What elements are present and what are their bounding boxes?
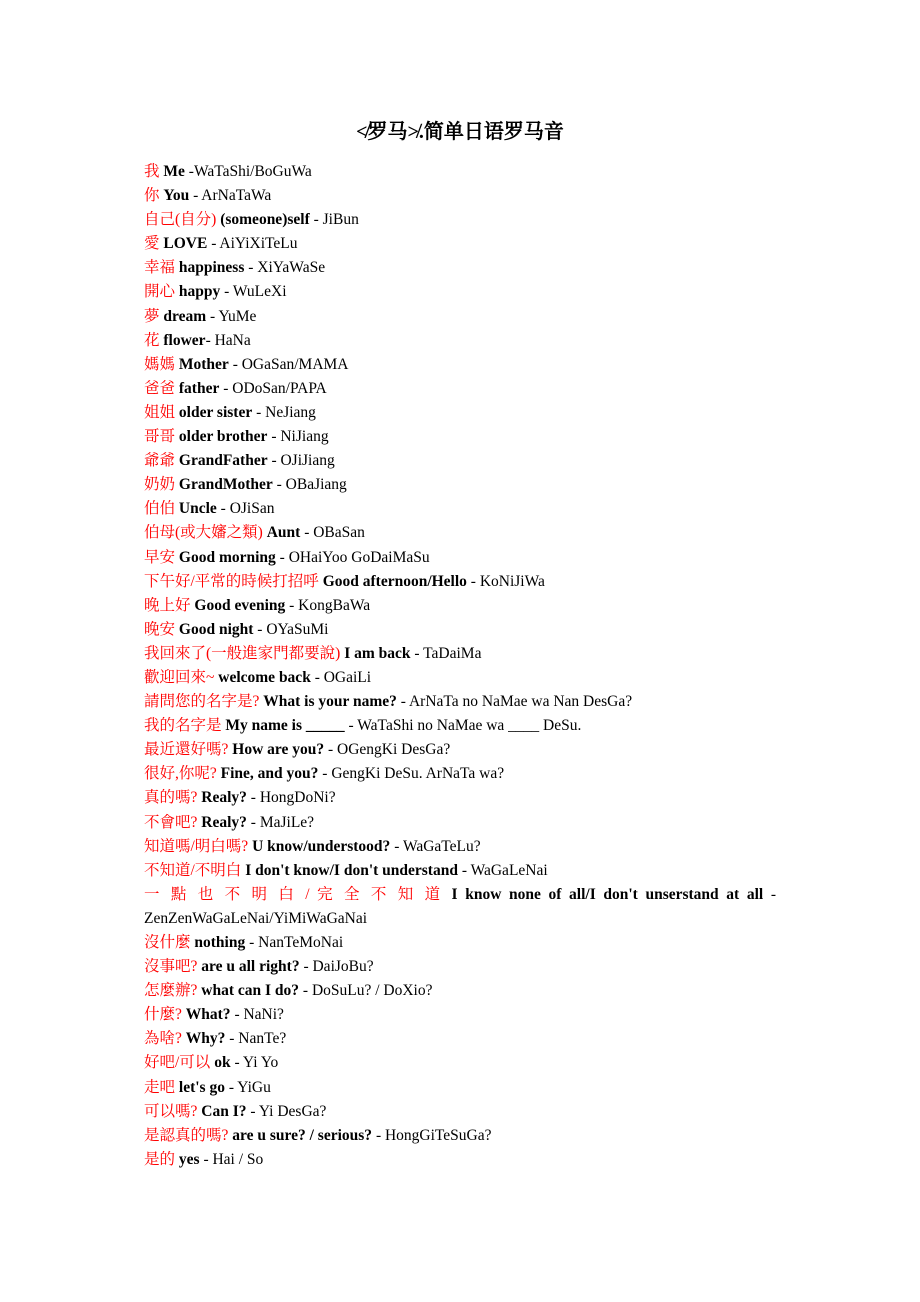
english-text: nothing <box>194 934 246 951</box>
chinese-text: 我回來了(一般進家門都要說) <box>144 644 345 662</box>
romaji-text: - NeJiang <box>252 403 316 421</box>
romaji-text: - DoSuLu? / DoXio? <box>299 982 433 1000</box>
chinese-text: 媽媽 <box>144 355 179 373</box>
english-text: U know/understood? <box>252 837 391 855</box>
chinese-text: 夢 <box>144 307 164 325</box>
chinese-text: 是的 <box>144 1150 179 1168</box>
vocab-line <box>144 473 776 497</box>
english-text: GrandFather <box>178 452 268 470</box>
vocab-line <box>144 714 776 738</box>
chinese-text: 你 <box>144 187 164 205</box>
vocab-line <box>144 329 776 353</box>
romaji-text: - ZenZenWaGaLeNai/YiMiWaGaNai <box>144 885 776 927</box>
vocab-line <box>144 979 776 1003</box>
vocab-line <box>144 570 776 594</box>
romaji-text: - ArNaTaWa <box>189 187 272 205</box>
vocab-line <box>144 546 776 570</box>
vocab-line <box>144 690 776 714</box>
vocab-line <box>144 401 776 425</box>
english-text: Realy? <box>201 813 247 831</box>
vocab-line <box>144 1027 776 1051</box>
chinese-text: 可以嗎? <box>144 1102 202 1120</box>
vocab-line <box>144 1124 776 1148</box>
english-text: Good night <box>178 620 254 638</box>
romaji-text: - ODoSan/PAPA <box>219 379 327 397</box>
vocab-line <box>144 738 776 762</box>
romaji-text: - MaJiLe? <box>246 813 315 831</box>
chinese-text: 花 <box>144 331 164 349</box>
vocab-line <box>144 305 776 329</box>
chinese-text: 歡迎回來~ <box>144 668 219 686</box>
romaji-text: - NiJiang <box>267 428 329 446</box>
romaji-text: - OGaSan/MAMA <box>228 355 349 373</box>
english-text: Can I? <box>201 1102 247 1120</box>
vocab-line <box>144 208 776 232</box>
romaji-text: - OBaJiang <box>272 476 347 494</box>
chinese-text: 自己(自分) <box>144 211 221 229</box>
vocab-line <box>144 642 776 666</box>
romaji-text: - HongDoNi? <box>246 789 336 807</box>
romaji-text: - WaGaLeNai <box>457 861 548 879</box>
vocab-line <box>144 955 776 979</box>
english-text: Good evening <box>194 596 286 614</box>
vocab-line <box>144 666 776 690</box>
english-text: older brother <box>178 428 268 446</box>
chinese-text: 好吧/可以 <box>144 1054 215 1072</box>
chinese-text: 晚上好 <box>144 596 195 614</box>
english-text: I don't know/I don't understand <box>245 861 458 879</box>
english-text: are u all right? <box>201 958 300 976</box>
vocab-line <box>144 449 776 473</box>
english-text: flower <box>163 331 206 349</box>
romaji-text: - WaGaTeLu? <box>390 837 481 855</box>
english-text: My name is _____ <box>225 717 345 735</box>
english-text: What? <box>185 1006 231 1024</box>
chinese-text: 奶奶 <box>144 476 179 494</box>
romaji-text: - NaNi? <box>230 1006 284 1024</box>
english-text: Realy? <box>201 789 247 807</box>
english-text: let's go <box>178 1078 225 1096</box>
chinese-text: 晚安 <box>144 620 179 638</box>
english-text: Why? <box>185 1030 226 1048</box>
romaji-text: - HaNa <box>205 331 251 349</box>
english-text: father <box>178 379 220 397</box>
vocab-line <box>144 883 776 931</box>
vocabulary-list <box>144 160 776 1172</box>
english-text: (someone)self <box>220 211 310 229</box>
chinese-text: 早安 <box>144 548 179 566</box>
vocab-line <box>144 762 776 786</box>
chinese-text: 沒什麼 <box>144 934 195 951</box>
romaji-text: - OJiSan <box>216 500 275 518</box>
english-text: dream <box>163 307 207 325</box>
romaji-text: - XiYaWaSe <box>244 259 326 277</box>
chinese-text: 是認真的嗎? <box>144 1126 233 1144</box>
romaji-text: - TaDaiMa <box>410 644 482 662</box>
chinese-text: 知道嗎/明白嗎? <box>144 837 253 855</box>
vocab-line <box>144 859 776 883</box>
english-text: what can I do? <box>201 982 300 1000</box>
chinese-text: 爺爺 <box>144 452 179 470</box>
english-text: older sister <box>178 403 253 421</box>
vocab-line <box>144 160 776 184</box>
chinese-text: 最近還好嗎? <box>144 741 233 759</box>
romaji-text: - Yi DesGa? <box>246 1102 327 1120</box>
romaji-text: - OHaiYoo GoDaiMaSu <box>275 548 430 566</box>
english-text: Fine, and you? <box>220 765 319 783</box>
chinese-text: 不會吧? <box>144 813 202 831</box>
chinese-text: 什麼? <box>144 1006 186 1024</box>
vocab-line <box>144 353 776 377</box>
english-text: What is your name? <box>263 693 397 711</box>
chinese-text: 真的嗎? <box>144 789 202 807</box>
chinese-text: 愛 <box>144 235 164 253</box>
chinese-text: 姐姐 <box>144 403 179 421</box>
romaji-text: - GengKi DeSu. ArNaTa wa? <box>318 765 505 783</box>
chinese-text: 伯母(或大嬸之類) <box>144 524 267 542</box>
romaji-text: - WuLeXi <box>220 283 287 301</box>
vocab-line <box>144 835 776 859</box>
romaji-text: - YiGu <box>224 1078 271 1096</box>
chinese-text: 怎麼辦? <box>144 982 202 1000</box>
chinese-text: 很好,你呢? <box>144 765 221 783</box>
vocab-line <box>144 786 776 810</box>
romaji-text: - OYaSuMi <box>253 620 329 638</box>
english-text: LOVE <box>163 235 208 253</box>
chinese-text: 爸爸 <box>144 379 179 397</box>
vocab-line <box>144 497 776 521</box>
english-text: Good morning <box>178 548 276 566</box>
chinese-text: 為啥? <box>144 1030 186 1048</box>
romaji-text: - ArNaTa no NaMae wa Nan DesGa? <box>396 693 633 711</box>
vocab-line <box>144 1148 776 1172</box>
english-text: I know none of all/I don't unserstand at all <box>451 885 764 903</box>
vocab-line <box>144 811 776 835</box>
romaji-text: - KoNiJiWa <box>466 572 545 590</box>
vocab-line <box>144 618 776 642</box>
vocab-line <box>144 521 776 545</box>
romaji-text: - Yi Yo <box>230 1054 279 1072</box>
chinese-text: 沒事吧? <box>144 958 202 976</box>
english-text: welcome back <box>218 668 311 686</box>
english-text: GrandMother <box>178 476 273 494</box>
romaji-text: - OGaiLi <box>310 668 372 686</box>
vocab-line <box>144 232 776 256</box>
chinese-text: 走吧 <box>144 1078 179 1096</box>
english-text: are u sure? / serious? <box>232 1126 373 1144</box>
chinese-text: 請問您的名字是? <box>144 693 264 711</box>
chinese-text: 伯伯 <box>144 500 179 518</box>
romaji-text: - OGengKi DesGa? <box>324 741 451 759</box>
vocab-line <box>144 256 776 280</box>
english-text: happy <box>178 283 221 301</box>
vocab-line <box>144 931 776 955</box>
chinese-text: 不知道/不明白 <box>144 861 246 879</box>
english-text: Mother <box>178 355 229 373</box>
vocab-line <box>144 1076 776 1100</box>
romaji-text: - YuMe <box>206 307 257 325</box>
english-text: You <box>163 187 190 205</box>
english-text: Me <box>163 163 185 180</box>
vocab-line <box>144 1051 776 1075</box>
english-text: How are you? <box>232 741 325 759</box>
vocab-line <box>144 425 776 449</box>
document-title: ≮罗马≯.简单日语罗马音 <box>356 121 564 143</box>
vocab-line <box>144 377 776 401</box>
chinese-text: 哥哥 <box>144 428 179 446</box>
romaji-text: - NanTe? <box>225 1030 287 1048</box>
romaji-text: - HongGiTeSuGa? <box>372 1126 492 1144</box>
vocab-line <box>144 280 776 304</box>
chinese-text: 我 <box>144 163 164 180</box>
vocab-line <box>144 1100 776 1124</box>
romaji-text: - OJiJiang <box>267 452 335 470</box>
chinese-text: 下午好/平常的時候打招呼 <box>144 572 323 590</box>
english-text: Uncle <box>178 500 217 518</box>
chinese-text: 我的名字是 <box>144 717 226 735</box>
romaji-text: - Hai / So <box>199 1150 264 1168</box>
romaji-text: - WaTaShi no NaMae wa ____ DeSu. <box>344 717 582 735</box>
romaji-text: - JiBun <box>309 211 359 229</box>
romaji-text: - OBaSan <box>300 524 365 542</box>
chinese-text: 一 點 也 不 明 白 / 完 全 不 知 道 <box>144 885 452 903</box>
english-text: I am back <box>344 644 411 662</box>
english-text: happiness <box>178 259 245 277</box>
chinese-text: 開心 <box>144 283 179 301</box>
romaji-text: - NanTeMoNai <box>245 934 344 951</box>
vocab-line <box>144 1003 776 1027</box>
chinese-text: 幸福 <box>144 259 179 277</box>
romaji-text: - DaiJoBu? <box>299 958 374 976</box>
vocab-line <box>144 184 776 208</box>
english-text: Aunt <box>266 524 301 542</box>
english-text: yes <box>178 1150 200 1168</box>
romaji-text: - AiYiXiTeLu <box>207 235 298 253</box>
english-text: Good afternoon/Hello <box>322 572 467 590</box>
vocab-line <box>144 594 776 618</box>
romaji-text: - KongBaWa <box>285 596 371 614</box>
english-text: ok <box>214 1054 231 1072</box>
romaji-text: -WaTaShi/BoGuWa <box>184 163 312 180</box>
